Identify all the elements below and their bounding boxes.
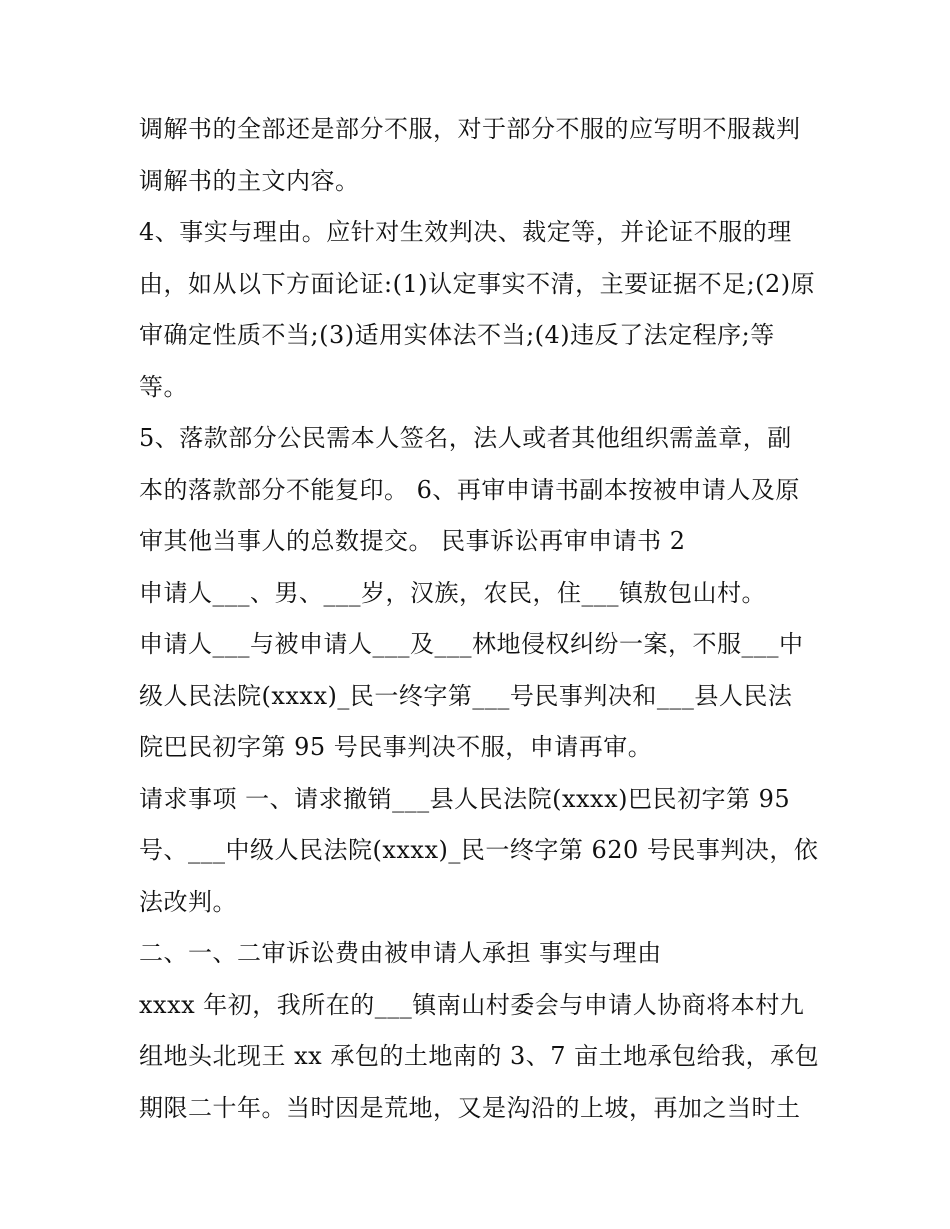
text-line: 审其他当事人的总数提交。 民事诉讼再审申请书 2 — [139, 527, 686, 555]
text-line: 级人民法院(xxxx)_民一终字第___号民事判决和___县人民法 — [139, 681, 793, 710]
text-line: 等。 — [139, 372, 188, 401]
text-line: 二、一、二审诉讼费由被申请人承担 事实与理由 — [139, 939, 662, 967]
text-line: 审确定性质不当;(3)适用实体法不当;(4)违反了法定程序;等 — [139, 321, 775, 349]
text-line: 请求事项 一、请求撤销___县人民法院(xxxx)巴民初字第 95 — [139, 784, 791, 813]
text-line: 院巴民初字第 95 号民事判决不服，申请再审。 — [139, 733, 653, 761]
text-line: 5、落款部分公民需本人签名，法人或者其他组织需盖章，副 — [139, 424, 792, 452]
document-body — [139, 104, 839, 1134]
text-line: 申请人___、男、___岁，汉族，农民，住___镇敖包山村。 — [139, 578, 766, 607]
text-line: 调解书的全部还是部分不服，对于部分不服的应写明不服裁判 — [139, 115, 801, 143]
text-line: 本的落款部分不能复印。 6、再审申请书副本按被申请人及原 — [139, 475, 800, 504]
text-line: 法改判。 — [139, 887, 237, 916]
text-line: 4、事实与理由。应针对生效判决、裁定等，并论证不服的理 — [139, 218, 792, 246]
text-line: 调解书的主文内容。 — [139, 166, 360, 195]
text-line: 组地头北现王 xx 承包的土地南的 3、7 亩土地承包给我，承包 — [139, 1042, 820, 1070]
text-line: xxxx 年初，我所在的___镇南山村委会与申请人协商将本村九 — [139, 990, 805, 1019]
text-line: 申请人___与被申请人___及___林地侵权纠纷一案，不服___中 — [139, 630, 804, 658]
text-line: 号、___中级人民法院(xxxx)_民一终字第 620 号民事判决，依 — [139, 836, 819, 864]
text-line: 由，如从以下方面论证:(1)认定事实不清，主要证据不足;(2)原 — [139, 269, 816, 298]
text-line: 期限二十年。当时因是荒地，又是沟沿的上坡，再加之当时土 — [139, 1093, 801, 1122]
